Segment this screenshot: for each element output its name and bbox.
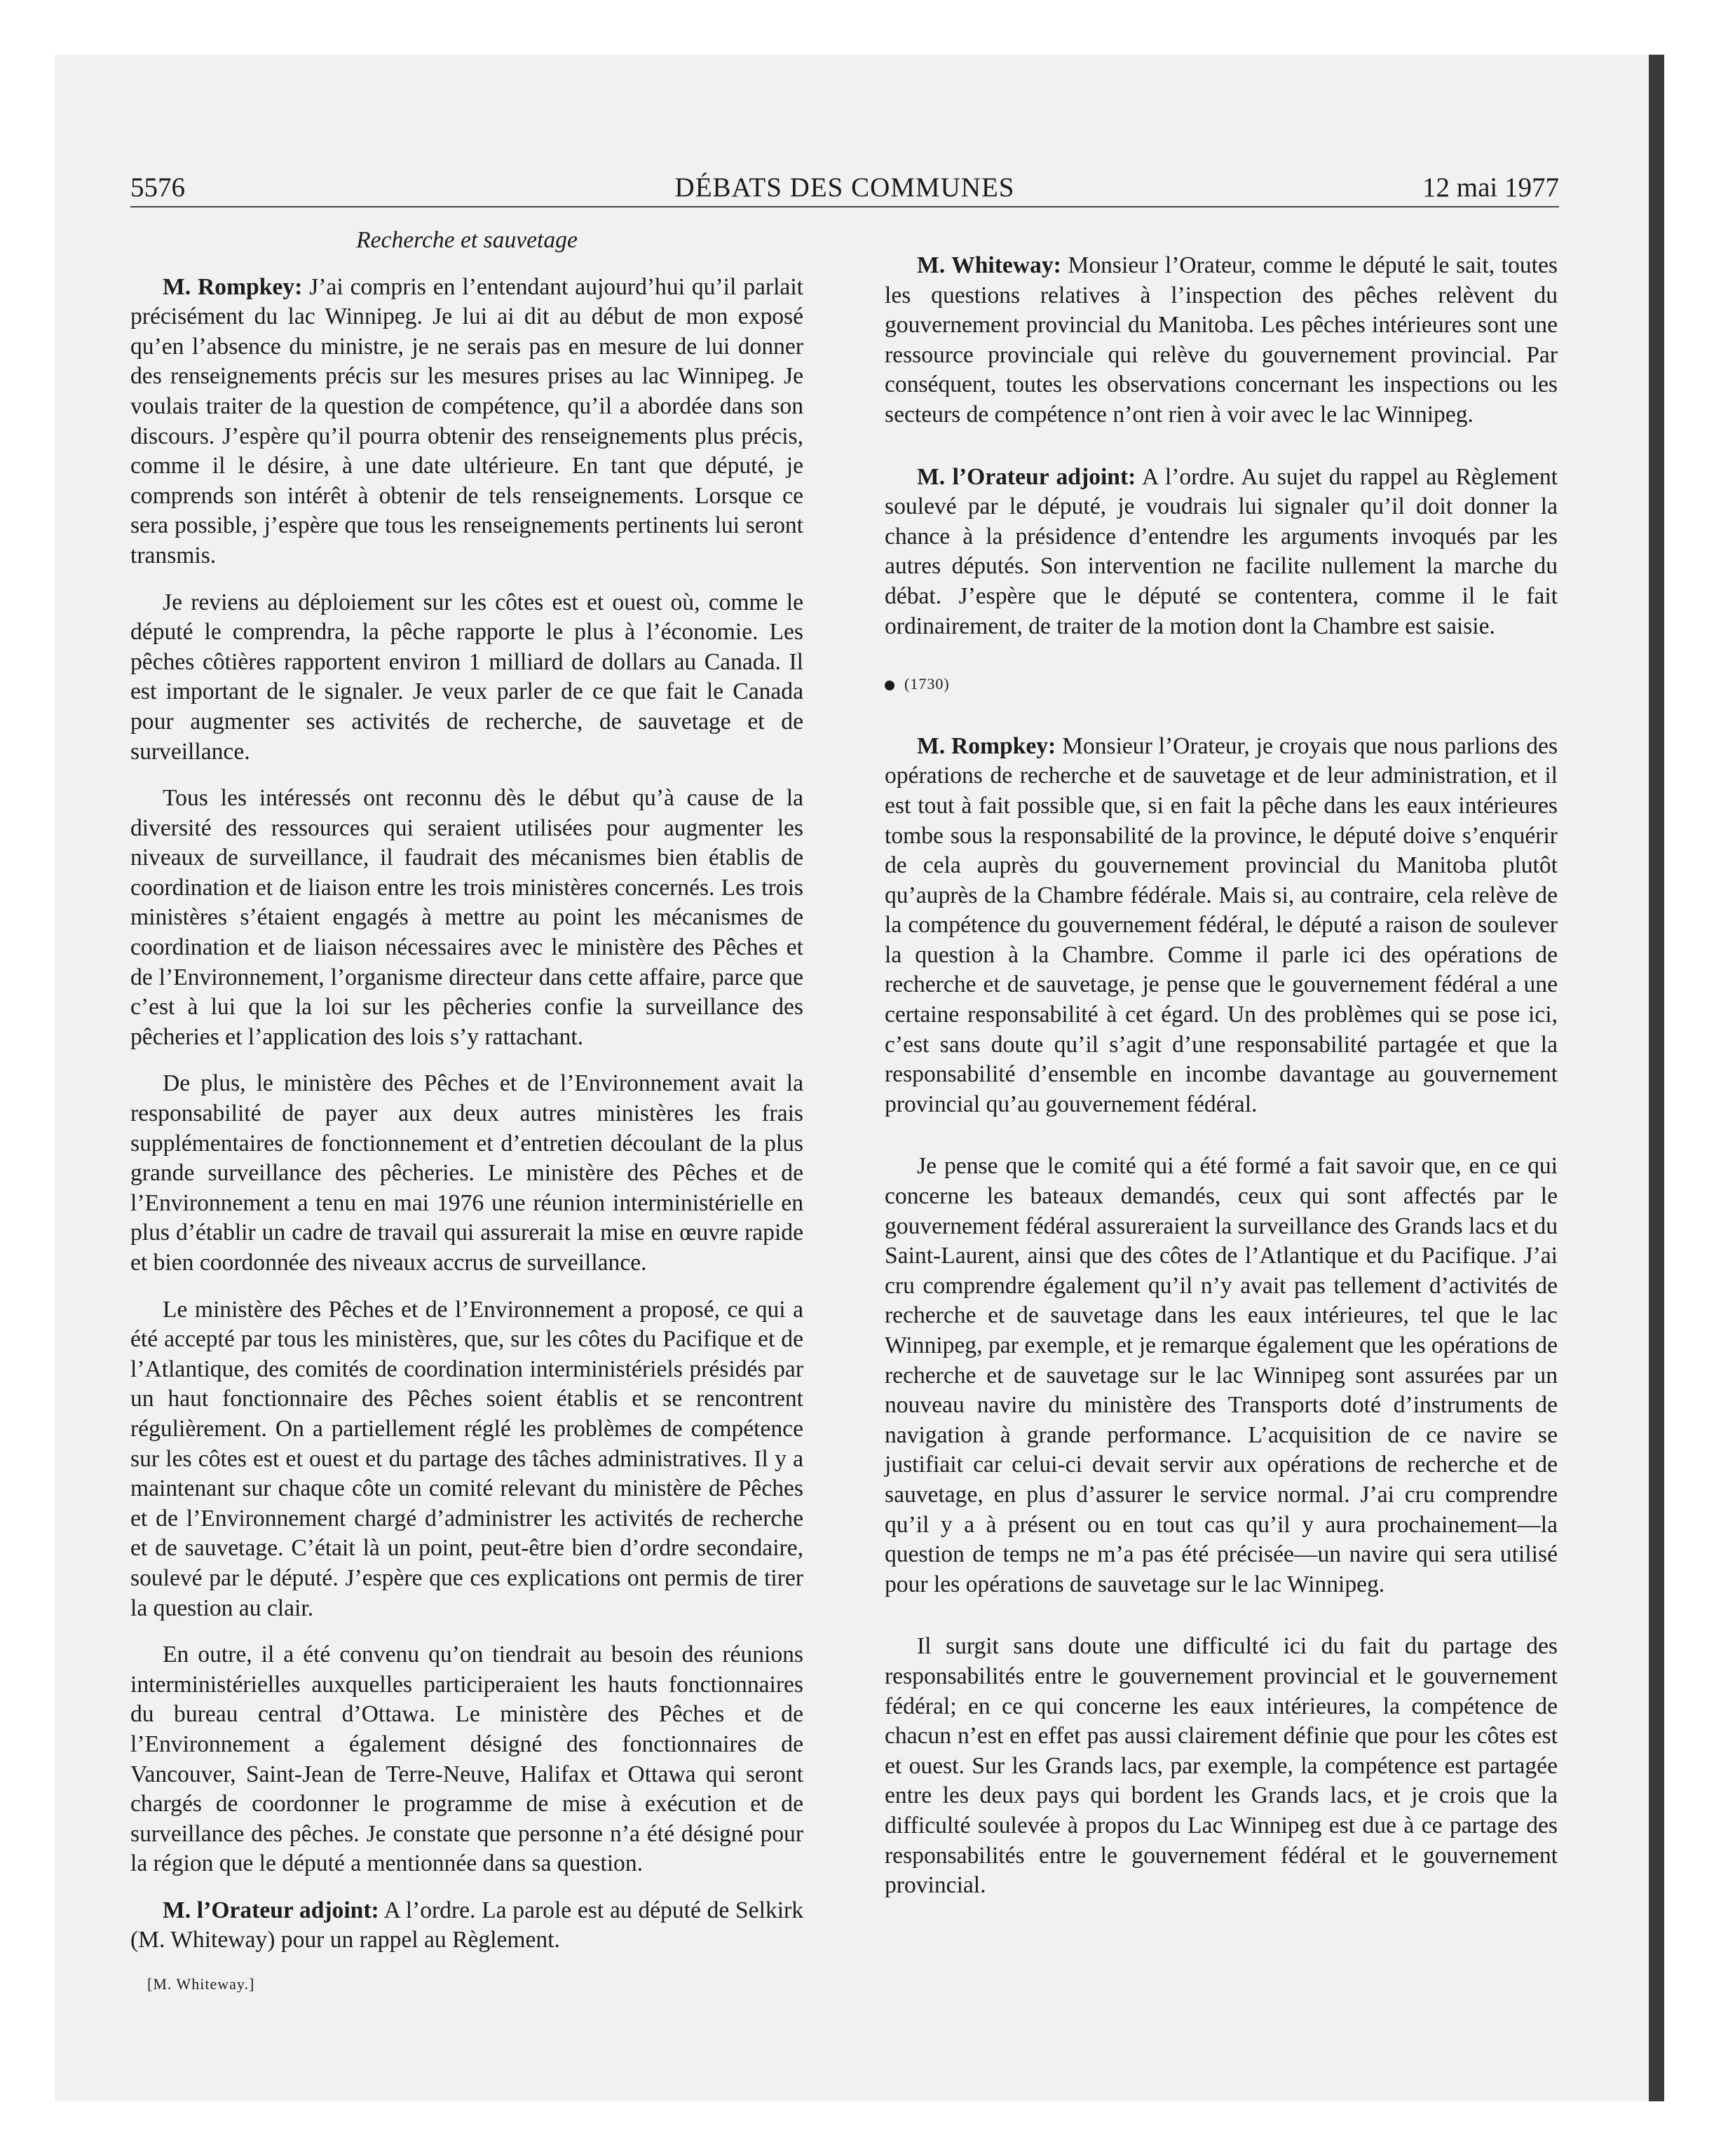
speech-text: A l’ordre. Au sujet du rappel au Règlement soulevé par le député, je voudrais lui signaler qu’il doit donner la chance à la présidence d’entendre les arguments invoqués par les autres députés. Son intervention ne facilite nullement la marche du débat. J’espère que le député se contentera, comme il le fait ordinairement, de traiter de la motion dont la Chambre est saisie. xyxy=(885,463,1558,639)
paragraph: Je reviens au déploiement sur les côtes est et ouest où, comme le député le comprendra, la pêche rapporte le plus à l’économie. Les pêches côtières rapportent environ 1 milliard de dollars au Canada. Il est important de le signaler. Je veux parler de ce que fait le Canada pour augmenter ses activités de recherche, de sauvetage et de surveillance. xyxy=(130,589,803,765)
paragraph xyxy=(885,251,1558,430)
speaker-name: M. l’Orateur adjoint: xyxy=(163,1897,379,1923)
speech-text: Monsieur l’Orateur, je croyais que nous parlions des opérations de recherche et de sauvetage et de leur administration, et il est tout à fait possible que, si en fait la pêche dans les eaux intérieures tombe sous la responsabilité de la province, le député doive s’enquérir de cela auprès du gouvernement provincial du Manitoba plutôt qu’auprès de la Chambre fédérale. Mais si, au contraire, cela relève de la compétence du gouvernement fédéral, le député a raison de soulever la question à la Chambre. Comme il parle ici des opérations de recherche et de sauvetage, je pense que le gouvernement fédéral a une certaine responsabilité à cet égard. Un des problèmes qui se pose ici, c’est sans doute qu’il s’agit d’une responsabilité partagée et que la responsabilité d’ensemble en incombe davantage au gouvernement provincial qu’au gouvernement fédéral. xyxy=(885,732,1558,1117)
paragraph: Tous les intéressés ont reconnu dès le début qu’à cause de la diversité des ressources qui seraient utilisées pour augmenter les niveaux de surveillance, il faudrait des mécanismes bien établis de coordination et de liaison entre les trois ministères concernés. Les trois ministères s’étaient engagés à mettre au point les mécanismes de coordination et de liaison nécessaires avec le ministère des Pêches et de l’Environnement, l’organisme directeur dans cette affaire, parce que c’est à lui que la loi sur les pêcheries confie la surveillance des pêcheries et l’application des lois s’y rattachant. xyxy=(130,785,803,1050)
speech-text: J’ai compris en l’entendant aujourd’hui qu’il parlait précisément du lac Winnipeg. Je lui ai dit au début de mon exposé qu’en l’absence du ministre, je ne serais pas en mesure de lui donner des renseignements précis sur les mesures prises au lac Winnipeg. Je voulais traiter de la question de compétence, qu’il a abordée dans son discours. J’espère qu’il pourra obtenir des renseignements plus précis, comme il le désire, à une date ultérieure. En tant que député, je comprends son intérêt à obtenir de tels renseignements. Lorsque ce sera possible, j’espère que tous les renseignements pertinents lui seront transmis. xyxy=(130,273,803,568)
paragraph: Le ministère des Pêches et de l’Environnement a proposé, ce qui a été accepté par tous les ministères, que, sur les côtes du Pacifique et de l’Atlantique, des comités de coordination interministériels présidés par un haut fonctionnaire des Pêches soient établis et se rencontrent régulièrement. On a partiellement réglé les problèmes de compétence sur les côtes est et ouest et du partage des tâches administratives. Il y a maintenant sur chaque côte un comité relevant du ministère de Pêches et de l’Environnement chargé d’administrer les activités de recherche et de sauvetage. C’était là un point, peut-être bien d’ordre secondaire, soulevé par le député. J’espère que ces explications ont permis de tirer la question au clair. xyxy=(130,1296,803,1621)
speaker-name: M. l’Orateur adjoint: xyxy=(917,463,1136,490)
paragraph: Il surgit sans doute une difficulté ici du fait du partage des responsabilités entre le gouvernement provincial et le gouvernement fédéral; en ce qui concerne les eaux intérieures, la compétence de chacun n’est en effet pas aussi clairement définie que pour les côtes est et ouest. Sur les Grands lacs, par exemple, la compétence est partagée entre les deux pays qui bordent les Grands lacs, et je crois que la difficulté soulevée à propos du Lac Winnipeg est due à ce partage des responsabilités entre le gouvernement fédéral et le gouvernement provincial. xyxy=(885,1633,1558,1899)
paragraph xyxy=(130,273,803,571)
timestamp: (1730) xyxy=(904,675,950,693)
paragraph: Je pense que le comité qui a été formé a fait savoir que, en ce qui concerne les bateaux demandés, ceux qui sont affectés par le gouvernement fédéral assureraient la surveillance des Grands lacs et du Saint-Laurent, ainsi que des côtes de l’Atlantique et du Pacifique. J’ai cru comprendre également qu’il n’y avait pas tellement d’activités de recherche et de sauvetage dans les eaux intérieures, tel que le lac Winnipeg, par exemple, et je remarque également que les opérations de recherche et de sauvetage sur le lac Winnipeg sont assurées par un nouveau navire du ministère des Transports doté d’instruments de navigation à grande performance. L’acquisition de ce navire se justifiait car celui-ci devait servir aux opérations de recherche et de sauvetage, en plus d’assurer le service normal. J’ai cru comprendre qu’il y a à présent ou en tout cas qu’il y aura prochainement—la question de temps ne m’a pas été précisée—un navire qui sera utilisé pour les opérations de sauvetage sur le lac Winnipeg. xyxy=(885,1153,1558,1597)
speaker-footnote: [M. Whiteway.] xyxy=(147,1975,255,1993)
section-heading: Recherche et sauvetage xyxy=(356,227,578,253)
speaker-name: M. Rompkey: xyxy=(917,732,1056,759)
paragraph: De plus, le ministère des Pêches et de l’Environnement avait la responsabilité de payer aux deux autres ministères les frais supplémentaires de fonctionnement et d’entretien découlant de la plus grande surveillance des pêcheries. Le ministère des Pêches et de l’Environnement a tenu en mai 1976 une réunion interministérielle en plus d’établir un cadre de travail qui assurerait la mise en œuvre rapide et bien coordonnée des niveaux accrus de surveillance. xyxy=(130,1070,803,1276)
paragraph xyxy=(885,732,1558,1120)
timestamp-marker xyxy=(885,669,1558,700)
page-number: 5576 xyxy=(130,172,185,203)
header-rule xyxy=(130,206,1559,207)
bullet-icon xyxy=(885,681,894,690)
speech-text: Monsieur l’Orateur, comme le député le sait, toutes les questions relatives à l’inspection des pêches relèvent du gouvernement provincial du Manitoba. Les pêches intérieures sont une ressource provinciale qui relève du gouvernement provincial. Par conséquent, toutes les observations concernant les inspections ou les secteurs de compétence n’ont rien à voir avec le lac Winnipeg. xyxy=(885,252,1558,428)
running-header xyxy=(130,171,1559,205)
paragraph xyxy=(130,1896,803,1956)
speaker-name: M. Rompkey: xyxy=(163,273,303,300)
speech-text: A l’ordre. La parole est au député de Selkirk (M. Whiteway) pour un rappel au Règlement. xyxy=(130,1897,803,1953)
paragraph xyxy=(885,463,1558,642)
speaker-name: M. Whiteway: xyxy=(917,252,1061,278)
publication-title: DÉBATS DES COMMUNES xyxy=(674,172,1015,203)
left-column xyxy=(130,226,803,2000)
page-date: 12 mai 1977 xyxy=(1422,172,1559,203)
binding-edge xyxy=(1649,55,1664,2101)
right-column xyxy=(885,251,1558,1901)
paragraph: En outre, il a été convenu qu’on tiendrait au besoin des réunions interministérielles auxquelles participeraient les hauts fonctionnaires du bureau central d’Ottawa. Le ministère des Pêches et de l’Environnement a également désigné des fonctionnaires de Vancouver, Saint-Jean de Terre-Neuve, Halifax et Ottawa qui seront chargés de coordonner le programme de mise à exécution et de surveillance des pêches. Je constate que personne n’a été désigné pour la région que le député a mentionnée dans sa question. xyxy=(130,1642,803,1877)
